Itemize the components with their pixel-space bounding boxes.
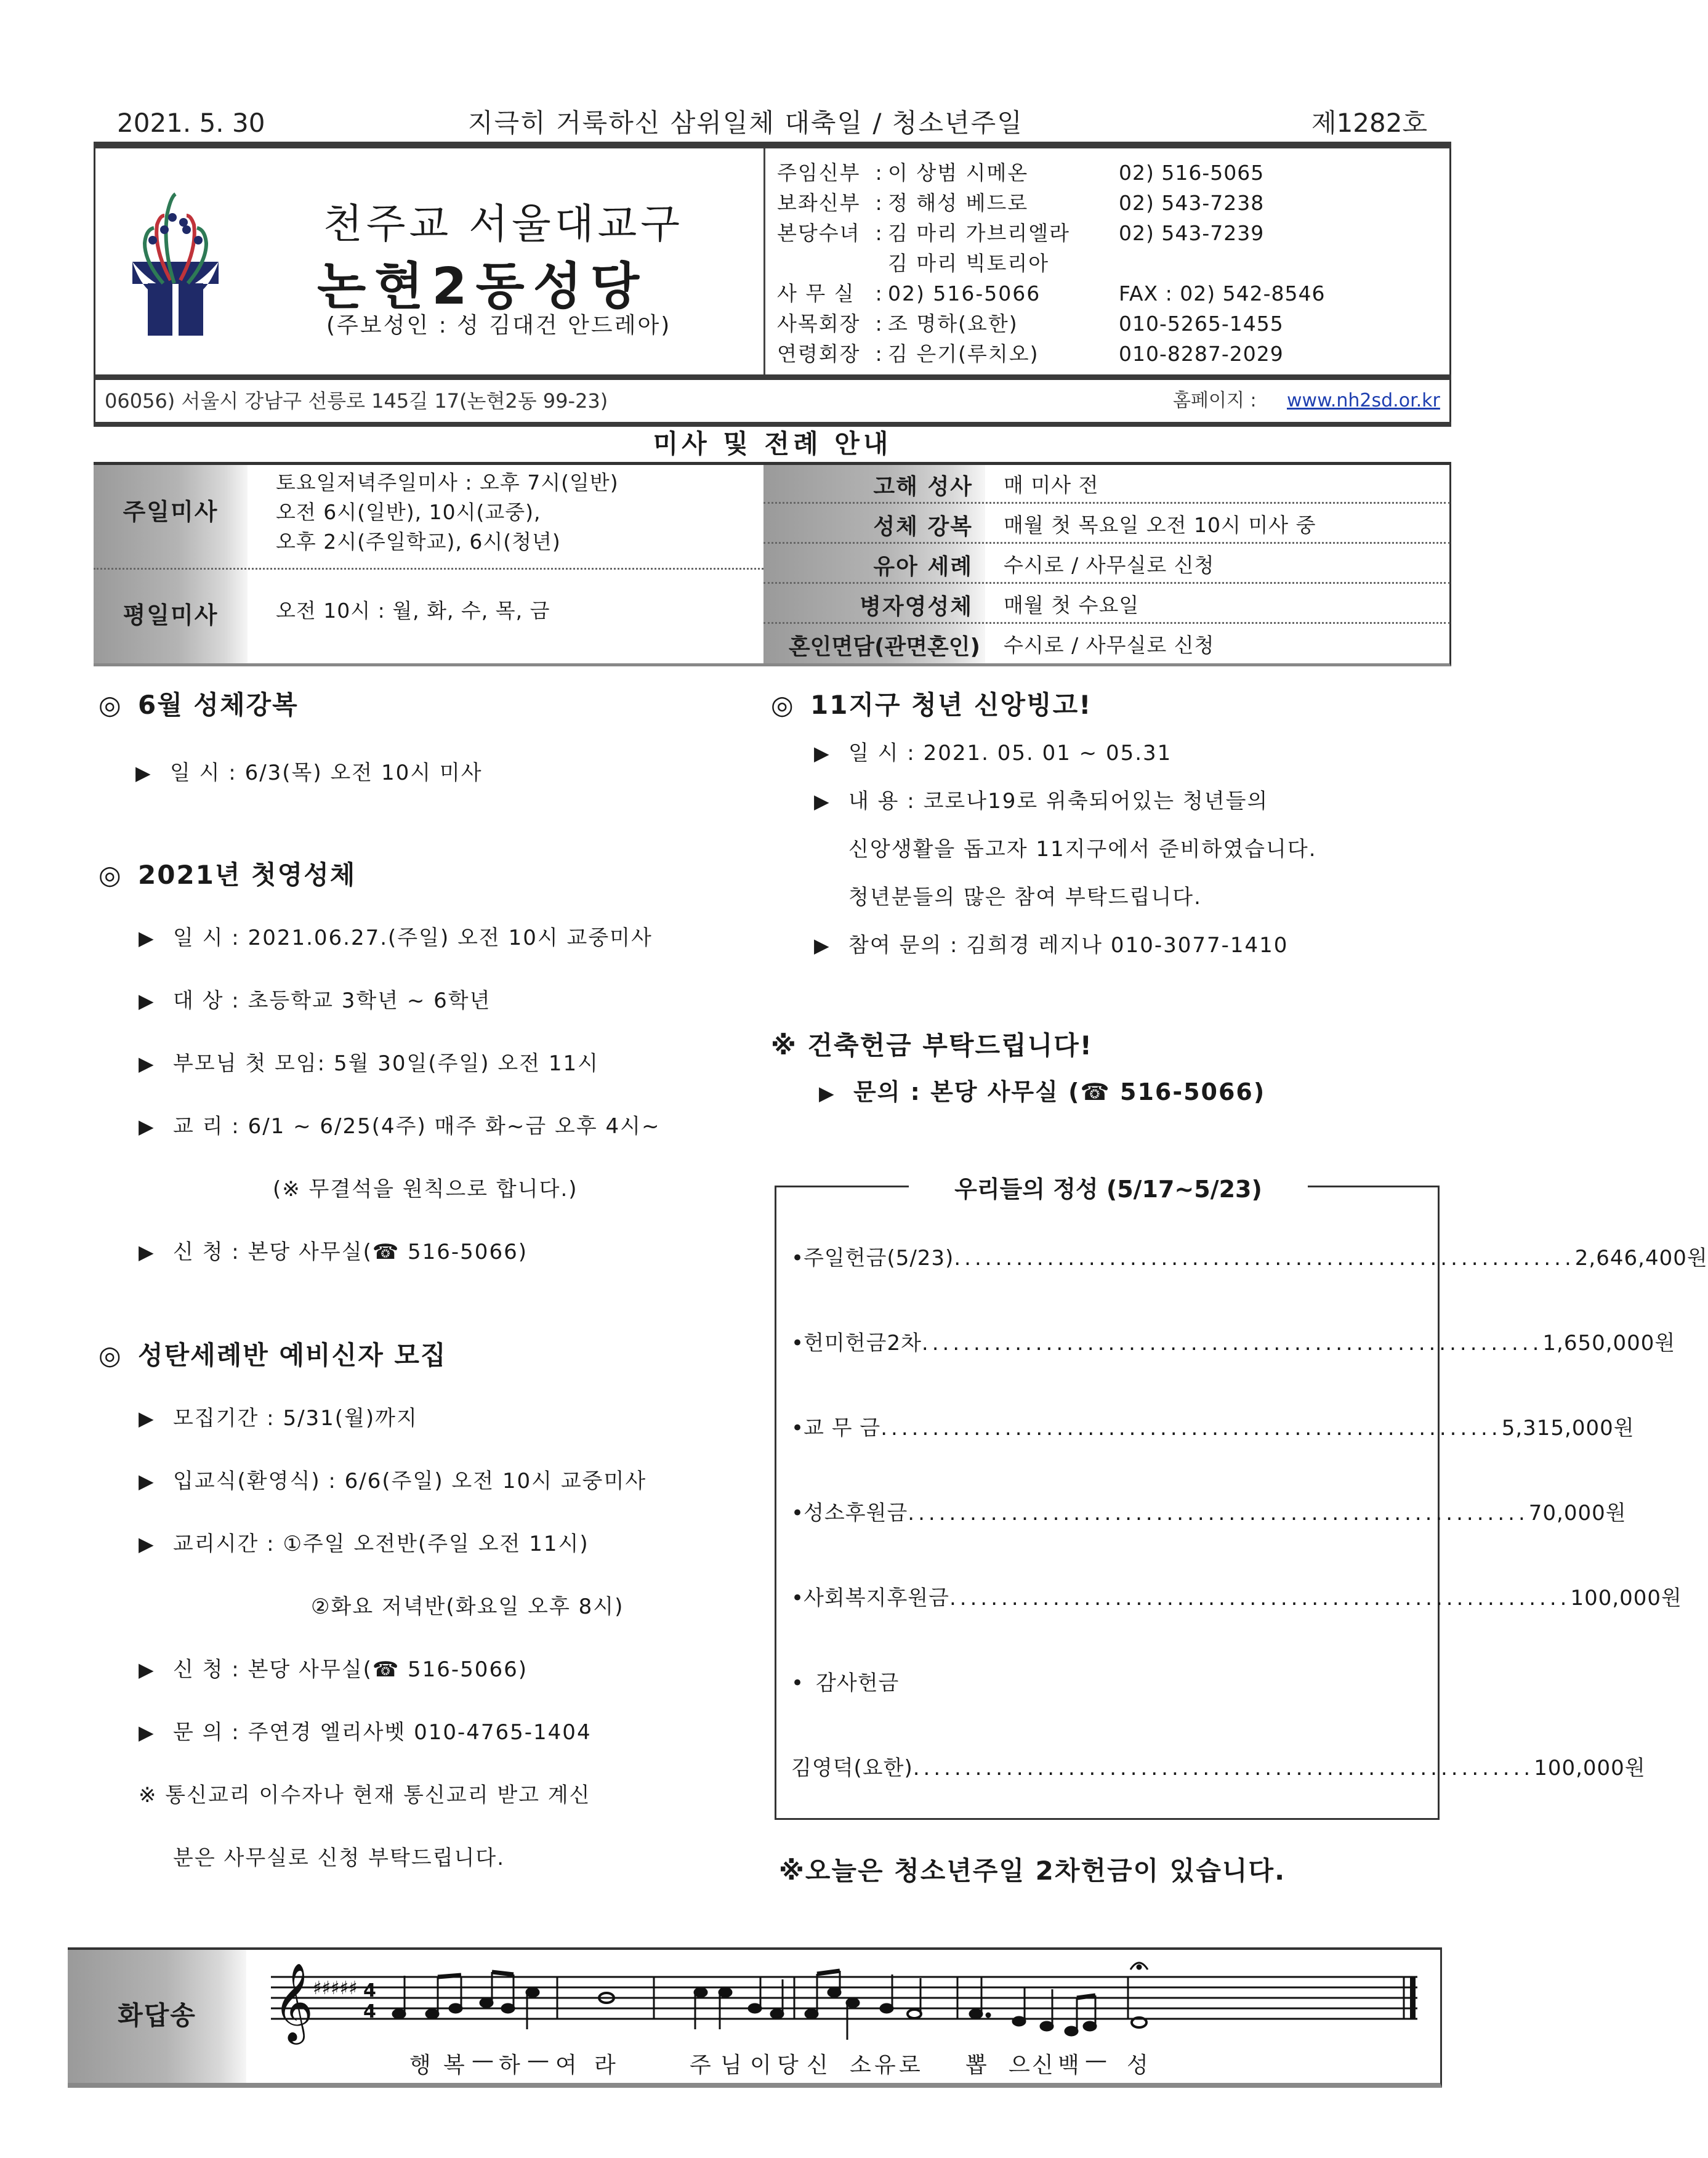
triangle-bullet-icon: ▶ [139,926,155,950]
offering-label: 주일헌금(5/23) [804,1246,954,1271]
divider [763,502,1450,504]
lyric-syllable: 행 [409,2053,431,2078]
sacrament-value: 수시로 / 사무실로 신청 [1004,633,1215,657]
section-item-continued: 청년분들의 많은 참여 부탁드립니다. [848,885,1202,910]
section-note-continued: 분은 사무실로 신청 부탁드립니다. [173,1846,506,1870]
lyric-syllable: 신 [807,2053,828,2078]
archdiocese-name: 천주교 서울대교구 [323,200,684,248]
offering-row: 김영덕(요한) ............................................................ 100,000원 [791,1753,1419,1784]
second-collection-notice: ※오늘은 청소년주일 2차헌금이 있습니다. [779,1856,1286,1886]
lyric-syllable: 여 [555,2053,577,2078]
lyric-syllable: 백 [1058,2053,1079,2078]
sacrament-label: 병자영성체 [860,594,973,620]
section-item-continued: ②화요 저녁반(화요일 오후 8시) [311,1594,624,1619]
section-item: ▶ 부모님 첫 모임: 5월 30일(주일) 오전 11시 [139,1048,599,1079]
lyric-syllable: 하 [499,2053,520,2078]
sacrament-label: 성체 강복 [873,514,973,540]
triangle-bullet-icon: ▶ [139,1407,155,1430]
triangle-bullet-icon: ▶ [139,1469,155,1493]
offering-row: • 감사헌금 [791,1668,1419,1699]
triangle-bullet-icon: ▶ [135,761,152,785]
section-item: ▶ 대 상 : 초등학교 3학년 ~ 6학년 [139,985,491,1016]
staff-name: 02) 516-5066 [888,281,1041,305]
staff-name: 조 명하(요한) [888,312,1018,336]
section-item: ▶ 신 청 : 본당 사무실(☎ 516-5066) [139,1237,528,1267]
lyric-syllable: 님 [720,2053,742,2078]
offering-row: • 교 무 금 ............................................................ 5,315,000원 [791,1413,1419,1444]
section-note: (※ 무결석을 원칙으로 합니다.) [273,1177,578,1202]
section-heading: ◎ 11지구 청년 신앙빙고! [771,690,1092,720]
svg-text:4: 4 [363,1980,376,2002]
section-item: ▶ 입교식(환영식) : 6/6(주일) 오전 10시 교중미사 [139,1466,647,1497]
sunday-mass-line: 오후 2시(주일학교), 6시(청년) [276,530,561,554]
staff-name: 이 상범 시메온 [888,161,1029,185]
section-heading: ◎ 2021년 첫영성체 [99,860,357,890]
church-address: 06056) 서울시 강남구 선릉로 145길 17(논현2동 99-23) [105,389,608,413]
lyric-syllable: — [527,2048,549,2073]
triangle-bullet-icon: ▶ [139,1115,155,1138]
section-item: ▶ 일 시 : 2021.06.27.(주일) 오전 10시 교중미사 [139,923,653,953]
offerings-title: 우리들의 정성 (5/17~5/23) [954,1176,1262,1203]
lyric-syllable: 이 [750,2053,771,2078]
divider [775,1186,909,1187]
divider [1308,1186,1440,1187]
lyric-syllable: 라 [594,2053,616,2078]
divider [94,374,1451,380]
lyric-syllable: 성 [1127,2053,1148,2078]
lyric-syllable: — [1085,2048,1107,2073]
double-circle-icon: ◎ [771,690,795,720]
offering-row: • 주일헌금(5/23) ............................................................ 2,646,400원 [791,1243,1419,1274]
section-item: ▶ 참여 문의 : 김희경 레지나 010-3077-1410 [814,930,1288,961]
staff-role: 사목회장 [777,312,861,336]
sunday-mass-line: 토요일저녁주일미사 : 오후 7시(일반) [276,471,619,495]
staff-name: 김 마리 빅토리아 [888,251,1050,275]
sunday-mass-line: 오전 6시(일반), 10시(교중), [276,500,541,524]
staff-phone: 010-5265-1455 [1119,312,1284,336]
double-circle-icon: ◎ [99,690,123,720]
bulletin-date: 2021. 5. 30 [117,108,265,138]
triangle-bullet-icon: ▶ [139,1052,155,1075]
triangle-bullet-icon: ▶ [139,1658,155,1681]
sacrament-value: 매월 첫 수요일 [1004,593,1140,617]
staff-row: 사 무 실 : 02) 516-5066 FAX : 02) 542-8546 [777,279,1325,309]
divider [94,142,1451,148]
sacrament-value: 매월 첫 목요일 오전 10시 미사 중 [1004,513,1316,537]
weekday-mass-text: 오전 10시 : 월, 화, 수, 목, 금 [276,599,550,623]
lyric-syllable: 당 [777,2053,799,2078]
responsorial-label: 화답송 [118,2000,196,2031]
staff-phone: 010-8287-2029 [1119,342,1284,366]
weekday-mass-label: 평일미사 [123,602,219,629]
section-note: ※ 통신교리 이수자나 현재 통신교리 받고 계신 [139,1783,591,1808]
offering-amount: 100,000원 [1570,1586,1682,1610]
offering-amount: 5,315,000원 [1501,1416,1635,1441]
sacrament-value: 매 미사 전 [1004,473,1099,497]
staff-name: 정 해성 베드로 [888,191,1029,215]
triangle-bullet-icon: ▶ [139,1532,155,1556]
staff-role: 보좌신부 [777,191,861,215]
staff-role: 본당수녀 [777,221,861,245]
staff-phone: 02) 543-7239 [1119,221,1265,245]
staff-row: 주임신부 : 이 상범 시메온 02) 516-5065 [777,158,1264,188]
mass-label-column [94,465,248,663]
lyric-syllable: 복 [443,2053,465,2078]
fax-number: FAX : 02) 542-8546 [1119,281,1326,305]
lyric-syllable: — [472,2048,494,2073]
triangle-bullet-icon: ▶ [139,1240,155,1264]
sunday-mass-label: 주일미사 [123,498,219,525]
offering-label: 성소후원금 [804,1501,908,1526]
staff-row: 연령회장 : 김 은기(루치오) 010-8287-2029 [777,339,1284,369]
section-item: ▶ 일 시 : 2021. 05. 01 ~ 05.31 [814,738,1172,769]
double-circle-icon: ◎ [99,1340,123,1370]
sacrament-label: 고해 성사 [873,474,973,499]
triangle-bullet-icon: ▶ [819,1081,836,1105]
offering-label: 감사헌금 [816,1671,900,1695]
lyric-syllable: 로 [899,2053,920,2078]
section-item-continued: 신앙생활을 돕고자 11지구에서 준비하였습니다. [848,837,1317,862]
lyric-syllable: 주 [690,2053,711,2078]
section-item: ▶ 모집기간 : 5/31(월)까지 [139,1403,418,1434]
section-heading: ◎ 성탄세례반 예비신자 모집 [99,1340,447,1370]
triangle-bullet-icon: ▶ [814,934,831,957]
svg-text:4: 4 [363,2001,376,2023]
offering-amount: 100,000원 [1534,1756,1646,1780]
offering-amount: 70,000원 [1528,1501,1627,1526]
building-fund-heading: ※ 건축헌금 부탁드립니다! [771,1030,1093,1061]
svg-text:𝄞: 𝄞 [273,1962,314,2041]
section-item: ▶ 신 청 : 본당 사무실(☎ 516-5066) [139,1654,528,1685]
offering-label: 김영덕(요한) [791,1756,913,1780]
mass-info-title: 미사 및 전례 안내 [653,429,892,459]
section-item: ▶ 내 용 : 코로나19로 위축되어있는 청년들의 [814,786,1268,817]
staff-row: 사목회장 : 조 명하(요한) 010-5265-1455 [777,309,1284,339]
building-fund-contact: ▶ 문의 : 본당 사무실 (☎ 516-5066) [819,1077,1265,1109]
divider [763,148,765,378]
patron-saint: (주보성인 : 성 김대건 안드레아) [326,313,672,338]
staff-phone: 02) 516-5065 [1119,161,1265,185]
divider [763,582,1450,584]
triangle-bullet-icon: ▶ [139,989,155,1012]
section-heading: ◎ 6월 성체강복 [99,690,299,720]
divider [763,542,1450,544]
offering-label: 사회복지후원금 [804,1586,949,1610]
lyric-syllable: 유 [874,2053,896,2078]
homepage-link[interactable]: www.nh2sd.or.kr [1287,390,1440,411]
triangle-bullet-icon: ▶ [814,790,831,813]
triangle-bullet-icon: ▶ [814,742,831,765]
parish-name: 논현2동성당 [317,257,648,316]
lyric-syllable: 신 [1032,2053,1053,2078]
offering-label: 헌미헌금2차 [804,1331,922,1356]
section-item: ▶ 문 의 : 주연경 엘리사벳 010-4765-1404 [139,1717,592,1748]
staff-name: 김 은기(루치오) [888,342,1039,366]
divider [763,622,1450,624]
sacrament-value: 수시로 / 사무실로 신청 [1004,553,1215,577]
sacrament-label: 유아 세례 [873,554,973,580]
offering-row: • 사회복지후원금 ............................................................ 100,000원 [791,1583,1419,1614]
staff-role: 주임신부 [777,161,861,185]
svg-text:♯♯♯♯♯: ♯♯♯♯♯ [313,1978,358,1999]
issue-number: 제1282호 [1311,108,1428,138]
offering-row: • 성소후원금 ............................................................ 70,000원 [791,1498,1419,1529]
staff-role: 연령회장 [777,342,861,366]
offering-label: 교 무 금 [804,1416,881,1441]
feast-title: 지극히 거룩하신 삼위일체 대축일 / 청소년주일 [468,108,1023,138]
lyric-syllable: 뽑 [965,2053,987,2078]
divider [94,568,763,570]
homepage-label: 홈페이지 : [1173,390,1257,411]
double-circle-icon: ◎ [99,860,123,890]
staff-role: 사 무 실 [777,281,855,305]
section-item: ▶ 교 리 : 6/1 ~ 6/25(4주) 매주 화~금 오후 4시~ [139,1111,661,1142]
sacrament-label: 혼인면담(관면혼인) [788,634,980,660]
section-item: ▶ 일 시 : 6/3(목) 오전 10시 미사 [135,758,483,788]
staff-row: 본당수녀 : 김 마리 가브리엘라 02) 543-7239 [777,219,1264,248]
staff-row [777,249,1119,278]
staff-name: 김 마리 가브리엘라 [888,221,1071,245]
sacrament-label-column [763,465,985,663]
offering-amount: 1,650,000원 [1542,1331,1676,1356]
staff-row: 보좌신부 : 정 해성 베드로 02) 543-7238 [777,188,1264,218]
offering-amount: 2,646,400원 [1574,1246,1708,1271]
triangle-bullet-icon: ▶ [139,1721,155,1744]
church-logo [126,182,225,336]
music-staff [271,1958,1428,2045]
lyric-syllable: 으 [1009,2053,1030,2078]
section-item: ▶ 교리시간 : ①주일 오전반(주일 오전 11시) [139,1529,589,1559]
offering-row: • 헌미헌금2차 ............................................................ 1,650,000원 [791,1328,1419,1359]
staff-phone: 02) 543-7238 [1119,191,1265,215]
lyric-syllable: 소 [850,2053,871,2078]
